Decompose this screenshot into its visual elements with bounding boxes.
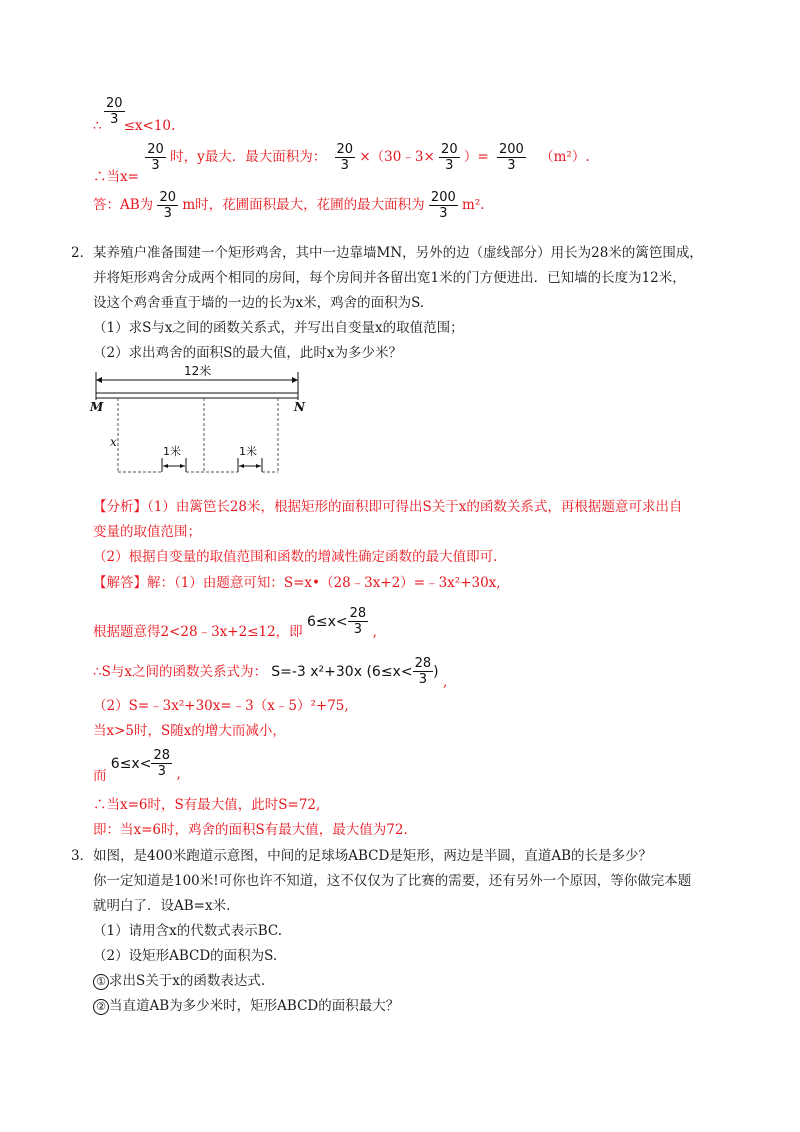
- question-3-number: 3．: [71, 848, 94, 864]
- question-3-line-1: 如图，是400米跑道示意图，中间的足球场ABCD是矩形，两边是半圆，直道AB的长是多少？: [93, 848, 653, 864]
- analysis-line-2: 变量的取值范围；: [93, 524, 201, 540]
- circled-one: ①: [93, 974, 109, 990]
- inequality-box: 6≤x< $\frac{28}{3}$: [306, 606, 367, 637]
- answer-line-6: 而 6≤x< $\frac{28}{3}$ ,: [93, 748, 181, 784]
- function-box: S=-3 x²+30x (6≤x< $\frac{28}{3}$ ): [271, 656, 439, 687]
- question-2-line-3: 设这个鸡舍垂直于墙的一边的长为x米，鸡舍的面积为S.: [93, 295, 425, 311]
- fraction: $\frac{20}{3}$: [441, 142, 458, 173]
- question-2-number: 2．: [71, 245, 94, 261]
- coop-diagram: [88, 362, 318, 482]
- top-line-1-text: ∴ ≤x<10.: [93, 118, 176, 134]
- answer-line-1: 【解答】解：（1）由题意可知：S=x•（28﹣3x+2）=﹣3x²+30x,: [93, 575, 501, 591]
- question-3-sub-3: ① 求出S关于x的函数表达式.: [93, 971, 265, 991]
- question-2-sub-2: （2）求出鸡舍的面积S的最大值，此时x为多少米？: [93, 345, 402, 361]
- side-x-label: x: [110, 435, 117, 449]
- question-3-line-3: 就明白了．设AB=x米.: [93, 898, 231, 914]
- answer-line-5: 当x>5时，S随x的增大而减小，: [93, 723, 286, 739]
- answer-line-7: ∴当x=6时，S有最大值，此时S=72,: [93, 797, 321, 813]
- question-2-line-2: 并将矩形鸡舍分成两个相同的房间，每个房间并各留出宽1米的门方便进出．已知墙的长度为12米，: [93, 270, 686, 286]
- question-3-sub-4: ② 当直道AB为多少米时，矩形ABCD的面积最大？: [93, 996, 399, 1016]
- wall-m-label: M: [90, 400, 104, 414]
- answer-line-4: （2）S=﹣3x²+30x=﹣3（x﹣5）²+75,: [93, 698, 349, 714]
- fraction: $\frac{200}{3}$: [499, 142, 524, 173]
- fraction: $\frac{20}{3}$: [336, 142, 354, 173]
- analysis-line-3: （2）根据自变量的取值范围和函数的增减性确定函数的最大值即可.: [93, 549, 498, 565]
- fraction: $\frac{20}{3}$: [106, 96, 123, 127]
- question-2-line-1: 某养殖户准备围建一个矩形鸡舍，其中一边靠墙MN，另外的边（虚线部分）用长为28米的篱笆围成，: [93, 245, 703, 261]
- fraction: $\frac{20}{3}$: [147, 142, 164, 173]
- question-3-sub-2: （2）设矩形ABCD的面积为S.: [93, 948, 278, 964]
- answer-line-2: 根据题意得2<28﹣3x+2≤12，即 6≤x< $\frac{28}{3}$ ,: [93, 606, 377, 640]
- top-line-2: ∴当x= $\frac{20}{3}$ 时，y最大．最大面积为： $\frac{20}{3}$ ×（30﹣3× $\frac{20}{3}$ ）= $\frac{200}{3}$ （m²）.: [93, 142, 590, 185]
- door-1-label: 1米: [163, 445, 181, 458]
- fraction: $\frac{200}{3}$: [430, 190, 456, 221]
- fraction: $\frac{20}{3}$: [159, 190, 177, 221]
- top-line-3: 答：AB为 $\frac{20}{3}$ m时，花圃面积最大，花圃的最大面积为 $\frac{200}{3}$ m².: [93, 190, 485, 221]
- question-3-sub-1: （1）请用含x的代数式表示BC.: [93, 923, 283, 939]
- question-2-sub-1: （1）求S与x之间的函数关系式，并写出自变量x的取值范围；: [93, 320, 464, 336]
- chicken-coop-figure: [88, 362, 318, 482]
- analysis-line-1: 【分析】（1）由篱笆长28米，根据矩形的面积即可得出S关于x的函数关系式，再根据题意可求出自: [93, 499, 683, 515]
- door-2-label: 1米: [239, 445, 257, 458]
- question-3-line-2: 你一定知道是100米!可你也许不知道，这不仅仅为了比赛的需要，还有另外一个原因，等你做完本题: [93, 873, 692, 889]
- wall-n-label: N: [294, 400, 305, 414]
- answer-line-8: 即：当x=6时，鸡舍的面积S有最大值，最大值为72.: [93, 822, 408, 838]
- inequality-box: 6≤x< $\frac{28}{3}$: [110, 748, 170, 779]
- wall-length-label: 12米: [184, 364, 212, 378]
- answer-line-3: ∴S与x之间的函数关系式为： S=-3 x²+30x (6≤x< $\frac{28}{3}$ ) ,: [93, 656, 448, 690]
- circled-two: ②: [93, 999, 109, 1015]
